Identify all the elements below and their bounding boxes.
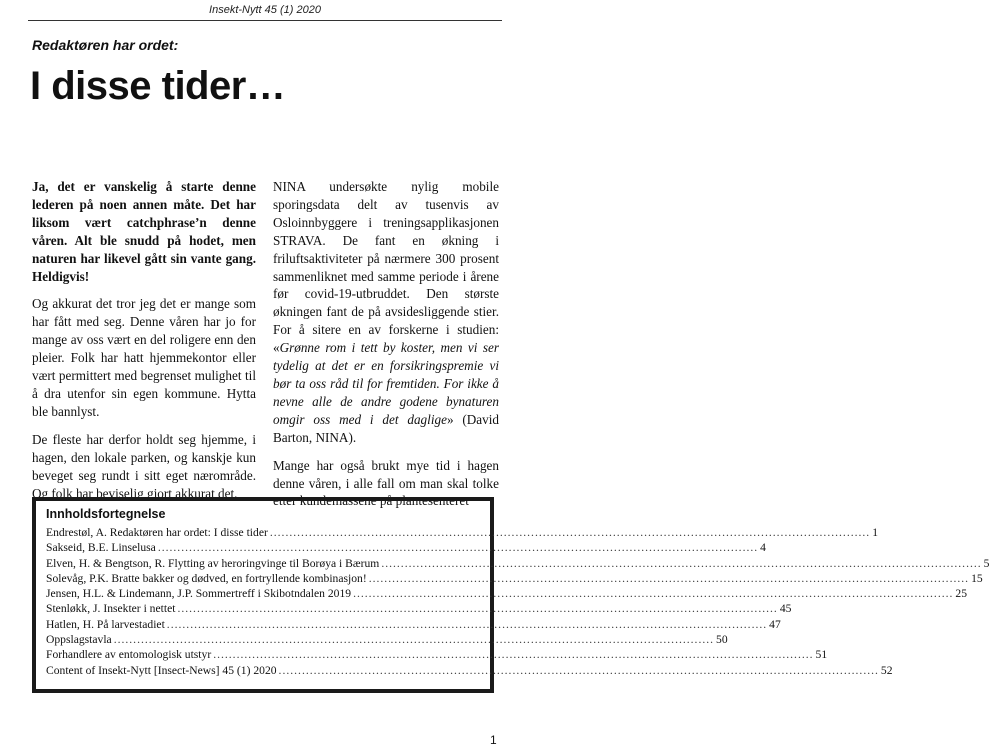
toc-leader-dots: .......................................................................................................................................................... [278,663,879,677]
paragraph-3-end: » (David Barton, NINA). [273,411,500,445]
toc-title: Innholdsfortegnelse [46,507,166,521]
toc-item-text: Stenløkk, J. Insekter i nettet [46,602,176,616]
section-label: Redaktøren har ordet: [32,37,179,53]
toc-item [46,525,878,540]
toc-item-text: Sakseid, B.E. Linselusa [46,541,156,555]
toc-item [46,586,968,601]
toc-item-text: Forhandlere av entomologisk utstyr [46,648,212,662]
toc-item [46,540,766,555]
toc-item-page: 51 [815,648,828,662]
toc-leader-dots: .......................................................................................................................................................... [213,648,814,662]
toc-item-text: Jensen, H.L. & Lindemann, J.P. Sommertreff i Skibotndalen 2019 [46,587,352,601]
article-paragraph-4: Mange har også brukt mye tid i hagen denne våren, i alle fall om man skal tolke etter kundemassene på plantesenteret [273,457,499,509]
page-number: 1 [490,733,497,747]
toc-leader-dots: .......................................................................................................................................................... [166,617,768,631]
toc-item [46,601,792,616]
header-rule [28,20,502,21]
article-paragraph-3 [273,178,499,447]
toc-item [46,617,781,632]
toc-item-text: Content of Insekt-Nytt [Insect-News] 45 (1) 2020 [46,663,277,677]
toc-item-text: Oppslagstavla [46,633,112,647]
article-column-left [32,178,256,512]
paragraph-3-text: NINA undersøkte nylig mobile sporingsdata delt av tusenvis av Osloinnbyggere i treningsapplikasjonen STRAVA. De fant en økning i friluftsaktiviteter på nærmere 300 prosent sammenliknet med samme periode i årene før covid-19-utbruddet. Den største økningen fant de på avsidesliggende stier. For å sitere en av forskerne i studien: « [273,179,499,356]
article-lead: Ja, det er vanskelig å starte denne lederen på noen annen måte. Det har liksom vært catchphrase’n denne våren. Alt ble snudd på hodet, men naturen har likevel gått sin vante gang. Heldigvis! [32,179,256,284]
toc-item-page: 52 [880,663,893,677]
toc-item-page: 15 [971,571,983,585]
toc-leader-dots: .......................................................................................................................................................... [157,541,759,555]
toc-leader-dots: .......................................................................................................................................................... [381,556,982,570]
toc-item-text: Endrestøl, A. Redaktøren har ordet: I disse tider [46,526,268,539]
toc-item-page: 25 [955,587,968,601]
toc-leader-dots: .......................................................................................................................................................... [368,571,970,585]
toc-item-text: Hatlen, H. På larvestadiet [46,617,165,631]
toc-leader-dots: .......................................................................................................................................................... [269,526,871,539]
toc-item [46,632,728,647]
toc-leader-dots: .......................................................................................................................................................... [353,587,954,601]
toc-item-text: Solevåg, P.K. Bratte bakker og dødved, en fortryllende kombinasjon! [46,571,367,585]
toc-item [46,556,989,571]
article-paragraph-1: Og akkurat det tror jeg det er mange som har fått med seg. Denne våren har jo for mange av oss vært en del roligere enn den pleier. Folk har hatt hjemmekontor eller vært permittert med begrenset mulighet til å dra utenfor sin egen kommune. Hytta ble bannlyst. [32,296,256,419]
article-column-right [273,178,499,520]
running-head: Insekt-Nytt 45 (1) 2020 [209,4,321,16]
toc-leader-dots: .......................................................................................................................................................... [177,602,778,616]
toc-item-text: Elven, H. & Bengtson, R. Flytting av heroringvinge til Borøya i Bærum [46,556,380,570]
toc-item-page: 47 [769,617,781,631]
toc-item-page: 5 [983,556,989,570]
paragraph-3-quote: Grønne rom i tett by koster, men vi ser tydelig at det er en forsikringspremie vi bør ta oss råd til for fremtiden. For ikke å nevne alle de andre godene bynaturen omgir oss med i det daglige [273,340,499,427]
toc-item [46,663,893,678]
toc-leader-dots: .......................................................................................................................................................... [113,633,715,647]
article-title: I disse tider… [30,64,286,108]
toc-item-page: 50 [716,633,728,647]
article-paragraph-2: De fleste har derfor holdt seg hjemme, i hagen, den lokale parken, og kanskje kun beveget seg rundt i sitt eget nærområde. Og folk har beviselig gjort akkurat det. [32,431,256,501]
toc-item-page: 45 [779,602,792,616]
toc-item-page: 1 [872,526,878,539]
table-of-contents [32,497,989,693]
toc-list [46,525,989,678]
toc-item [46,571,983,586]
toc-item-page: 4 [760,541,766,555]
toc-item [46,647,828,662]
